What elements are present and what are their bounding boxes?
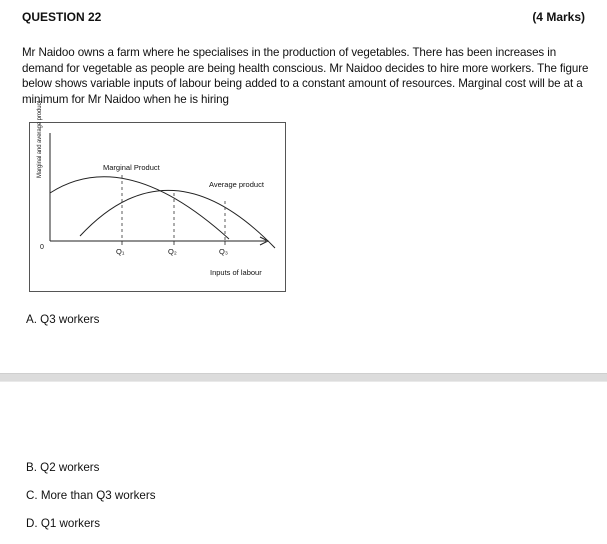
x-axis-label: Inputs of labour (210, 268, 262, 277)
page-divider (0, 373, 607, 382)
y-axis-label: Marginal and average product (37, 101, 43, 178)
option-a[interactable]: A. Q3 workers (26, 313, 100, 326)
average-product-curve (80, 190, 275, 248)
question-text: Mr Naidoo owns a farm where he specialises in the production of vegetables. There has been increases in demand for vegetable as people are being health conscious. Mr Naidoo decides to hire more workers. The figure below shows variable inputs of labour being added to a constant amount of resources. Marginal cost will be at a minimum for Mr Naidoo when he is hiring (22, 46, 589, 106)
option-c[interactable]: C. More than Q3 workers (26, 489, 156, 502)
question-number: QUESTION 22 (22, 10, 102, 24)
marginal-product-label: Marginal Product (103, 163, 160, 172)
q1-label: Q₁ (116, 247, 125, 256)
figure-drawing (30, 123, 285, 291)
average-product-label: Average product (209, 180, 264, 189)
marginal-product-curve (50, 177, 229, 239)
option-b[interactable]: B. Q2 workers (26, 461, 100, 474)
product-curves-figure (29, 101, 286, 292)
origin-label: 0 (40, 244, 44, 251)
q3-label: Q₃ (219, 247, 228, 256)
q2-label: Q₂ (168, 247, 177, 256)
option-d[interactable]: D. Q1 workers (26, 517, 101, 530)
question-marks: (4 Marks) (532, 10, 585, 24)
